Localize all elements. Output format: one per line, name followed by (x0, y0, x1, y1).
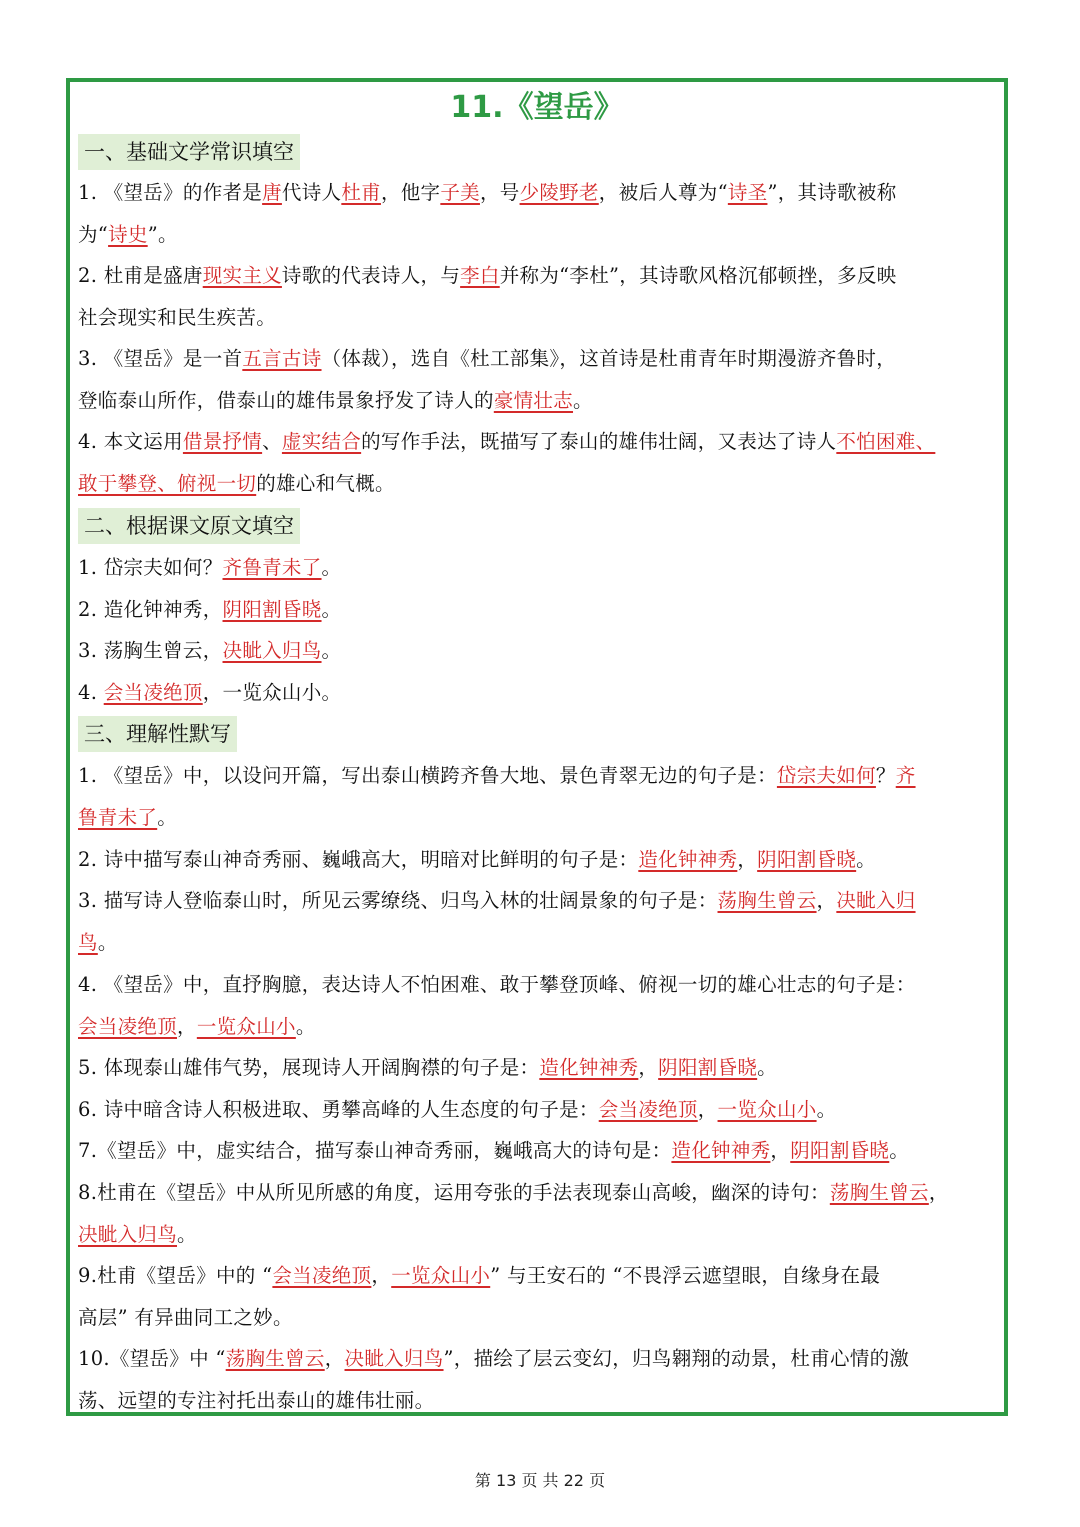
line (78, 839, 1002, 881)
answer: 造化钟神秀 (539, 1056, 639, 1079)
line (78, 797, 1002, 839)
line (78, 1130, 1002, 1172)
line: 高层” 有异曲同工之妙。 (78, 1305, 293, 1329)
text: 。 (157, 805, 178, 829)
text: 。 (816, 1098, 837, 1121)
text: 并称为“李杜”，其诗歌风格沉郁顿挫，多反映 (499, 264, 897, 287)
answer: 阴阳割昏晓 (790, 1139, 890, 1162)
line (78, 214, 1002, 256)
text: 代诗人 (281, 181, 342, 204)
question-3-9 (78, 1255, 1002, 1338)
page-number: 第 13 页 共 22 页 (474, 1471, 606, 1490)
line (78, 421, 1002, 463)
question-1-3 (78, 338, 1002, 421)
content-frame (66, 78, 1008, 1416)
text: ？ (875, 764, 896, 787)
answer: 决眦入归 (836, 889, 916, 912)
text: 6. 诗中暗含诗人积极进取、勇攀高峰的人生态度的句子是： (78, 1098, 599, 1121)
question-3-2 (78, 839, 1002, 881)
answer: 不怕困难、 (836, 430, 936, 453)
line (78, 172, 1002, 214)
line (78, 380, 1002, 422)
text: 、 (262, 430, 282, 453)
answer: 决眦入归鸟 (222, 639, 322, 662)
answer: 一览众山小 (717, 1098, 817, 1121)
text: 1. 岱宗夫如何？ (78, 556, 223, 579)
answer: 造化钟神秀 (671, 1139, 771, 1162)
text: 2. 诗中描写泰山神奇秀丽、巍峨高大，明暗对比鲜明的句子是： (78, 848, 639, 871)
answer: 齐 (895, 764, 916, 787)
text: 。 (321, 556, 342, 579)
line (78, 1172, 1002, 1214)
answer: 一览众山小 (196, 1014, 296, 1038)
answer: 敢于攀登、俯视一切 (78, 471, 257, 495)
list-item (78, 630, 1002, 672)
line (78, 880, 1002, 922)
text: 1. 《望岳》中，以设问开篇，写出泰山横跨齐鲁大地、景色青翠无边的句子是： (78, 764, 777, 787)
section-heading-1: 一、基础文学常识填空 (78, 134, 300, 170)
text: 的写作手法，既描写了泰山的雄伟壮阔，又表达了诗人 (361, 430, 837, 453)
text: ”，描绘了层云变幻，归鸟翱翔的动景，杜甫心情的激 (443, 1347, 910, 1370)
answer: 豪情壮志 (493, 388, 574, 412)
text: 1. 《望岳》的作者是 (78, 181, 263, 204)
text: 8.杜甫在《望岳》中从所见所感的角度，运用夸张的手法表现泰山高峻，幽深的诗句： (78, 1181, 830, 1204)
section-2-items (78, 547, 1002, 713)
text: 。 (321, 639, 342, 662)
answer: 杜甫 (341, 181, 381, 204)
text: 。 (889, 1139, 910, 1162)
line (78, 338, 1002, 380)
question-1-2 (78, 255, 1002, 338)
line (78, 755, 1002, 797)
text: 。 (295, 1014, 316, 1038)
text: 诗歌的代表诗人，与 (281, 264, 461, 287)
text: 。 (856, 848, 876, 871)
question-3-10 (78, 1338, 1002, 1421)
answer: 决眦入归鸟 (344, 1347, 444, 1370)
text: ”，其诗歌被称 (767, 181, 897, 204)
answer: 李白 (460, 264, 500, 287)
answer: 一览众山小 (391, 1264, 491, 1287)
line (78, 1338, 1002, 1380)
line (78, 1006, 1002, 1048)
text: ， (770, 1139, 791, 1162)
text: 登临泰山所作，借泰山的雄伟景象抒发了诗人的 (78, 388, 494, 412)
list-item (78, 589, 1002, 631)
text: 2. 杜甫是盛唐 (78, 264, 203, 287)
list-item (78, 672, 1002, 714)
answer: 决眦入归鸟 (78, 1222, 178, 1246)
question-3-1 (78, 755, 1002, 838)
answer: 岱宗夫如何 (776, 764, 876, 787)
line (78, 1214, 1002, 1256)
line (78, 1047, 1002, 1089)
line: 4. 《望岳》中，直抒胸臆，表达诗人不怕困难、敢于攀登顶峰、俯视一切的雄心壮志的句子是： (78, 973, 916, 996)
answer: 阴阳割昏晓 (757, 848, 857, 871)
answer: 虚实结合 (281, 430, 362, 453)
text: 。 (177, 1222, 197, 1246)
answer: 荡胸生曾云 (717, 889, 817, 912)
text: 3. 荡胸生曾云， (78, 639, 223, 662)
text: 的雄心和气概。 (256, 471, 395, 495)
answer: 会当凌绝顶 (598, 1098, 698, 1121)
line (78, 463, 1002, 505)
list-item (78, 547, 1002, 589)
text: 7.《望岳》中，虚实结合，描写泰山神奇秀丽，巍峨高大的诗句是： (78, 1139, 672, 1162)
answer: 鸟 (78, 930, 98, 954)
answer: 会当凌绝顶 (103, 680, 203, 704)
line: 社会现实和民生疾苦。 (78, 305, 277, 329)
answer: 会当凌绝顶 (272, 1264, 372, 1287)
text: 。 (757, 1056, 777, 1079)
text: ” 与王安石的 “不畏浮云遮望眼，自缘身在最 (490, 1264, 881, 1287)
answer: 借景抒情 (182, 430, 263, 453)
question-3-8 (78, 1172, 1002, 1255)
question-3-6 (78, 1089, 1002, 1131)
page-title: 11.《望岳》 (450, 90, 624, 125)
section-heading-3: 三、理解性默写 (78, 716, 237, 752)
answer: 会当凌绝顶 (78, 1014, 178, 1038)
answer: 五言古诗 (242, 347, 322, 370)
answer: 荡胸生曾云 (829, 1181, 929, 1204)
answer: 子美 (440, 181, 480, 204)
answer: 阴阳割昏晓 (658, 1056, 758, 1079)
text: ， (638, 1056, 659, 1079)
text: ，号 (479, 181, 520, 204)
text: ， (697, 1098, 718, 1121)
answer: 诗史 (108, 222, 148, 246)
answer: 荡胸生曾云 (225, 1347, 325, 1370)
text: 9.杜甫《望岳》中的 “ (78, 1264, 273, 1287)
text: 4. 本文运用 (78, 430, 183, 453)
text: ，一览众山小。 (202, 680, 342, 704)
answer: 少陵野老 (519, 181, 599, 204)
line (78, 1255, 1002, 1297)
line (78, 922, 1002, 964)
text: ， (177, 1014, 197, 1038)
text: 10.《望岳》中 “ (78, 1347, 226, 1370)
text: ，他字 (380, 181, 441, 204)
question-1-4 (78, 421, 1002, 504)
answer: 诗圣 (727, 181, 768, 204)
text: 5. 体现泰山雄伟气势，展现诗人开阔胸襟的句子是： (78, 1056, 540, 1079)
answer: 齐鲁青未了 (222, 556, 322, 579)
text: 。 (321, 597, 342, 621)
text: ， (816, 889, 837, 912)
section-heading-2: 二、根据课文原文填空 (78, 508, 300, 544)
text: 4. (78, 680, 104, 704)
text: ”。 (147, 222, 178, 246)
line (78, 255, 1002, 297)
text: 。 (573, 388, 593, 412)
line: 荡、远望的专注衬托出泰山的雄伟壮丽。 (78, 1388, 435, 1412)
text: 3. 《望岳》是一首 (78, 347, 243, 370)
answer: 阴阳割昏晓 (222, 597, 322, 621)
question-3-3 (78, 880, 1002, 963)
text: （体裁），选自《杜工部集》，这首诗是杜甫青年时期漫游齐鲁时， (321, 347, 897, 370)
question-3-5 (78, 1047, 1002, 1089)
text: 。 (97, 930, 118, 954)
question-1-1 (78, 172, 1002, 255)
answer: 唐 (262, 181, 282, 204)
question-3-4 (78, 964, 1002, 1047)
text: ， (928, 1181, 949, 1204)
answer: 造化钟神秀 (638, 848, 738, 871)
text: ，被后人尊为“ (598, 181, 728, 204)
answer: 现实主义 (202, 264, 282, 287)
line (78, 1089, 1002, 1131)
text: 为“ (78, 222, 109, 246)
text: 2. 造化钟神秀， (78, 597, 223, 621)
text: ， (324, 1347, 345, 1370)
question-3-7 (78, 1130, 1002, 1172)
text: ， (371, 1264, 392, 1287)
answer: 鲁青未了 (78, 805, 158, 829)
text: ， (737, 848, 758, 871)
text: 3. 描写诗人登临泰山时，所见云雾缭绕、归鸟入林的壮阔景象的句子是： (78, 889, 718, 912)
